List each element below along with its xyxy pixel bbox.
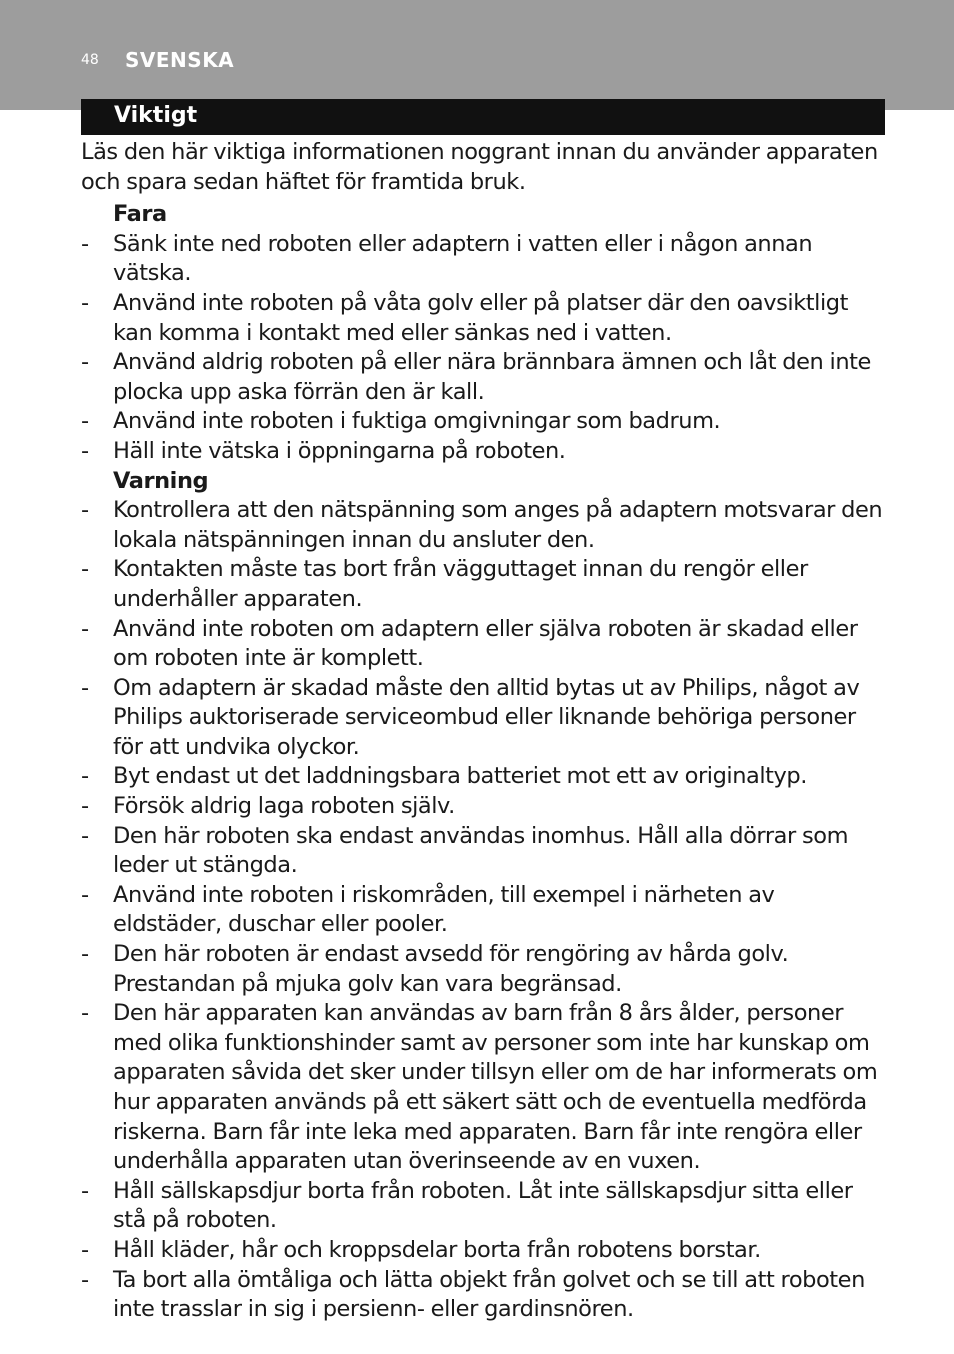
list-item-text: Sänk inte ned roboten eller adaptern i vatten eller i någon annan vätska. <box>113 230 813 287</box>
varning-heading: Varning <box>113 467 209 494</box>
list-item-text: Om adaptern är skadad måste den alltid bytas ut av Philips, något av Philips auktoriserade serviceombud eller liknande behöriga personer för att undvika olyckor. <box>113 674 860 760</box>
list-item <box>81 496 889 555</box>
list-item-text: Håll kläder, hår och kroppsdelar borta från robotens borstar. <box>113 1236 761 1263</box>
bullet-dash: - <box>81 1266 89 1293</box>
list-item <box>81 437 889 467</box>
list-item-text: Häll inte vätska i öppningarna på roboten. <box>113 437 566 464</box>
list-item <box>81 230 889 289</box>
list-item <box>81 1177 889 1236</box>
bullet-dash: - <box>81 230 89 257</box>
intro-paragraph: Läs den här viktiga informationen noggrant innan du använder apparaten och spara sedan häftet för framtida bruk. <box>81 139 878 195</box>
list-item <box>81 762 889 792</box>
list-item-text: Ta bort alla ömtåliga och lätta objekt från golvet och se till att roboten inte trasslar in sig i persienn- eller gardinsnören. <box>113 1266 865 1323</box>
list-item <box>81 1236 889 1266</box>
list-item <box>81 1266 889 1325</box>
bullet-dash: - <box>81 349 89 376</box>
list-item <box>81 999 889 1177</box>
list-item-text: Använd aldrig roboten på eller nära brännbara ämnen och låt den inte plocka upp aska förrän den är kall. <box>113 349 871 405</box>
list-item <box>81 792 889 822</box>
bullet-dash: - <box>81 674 89 701</box>
bullet-dash: - <box>81 1177 89 1204</box>
list-item-text: Använd inte roboten om adaptern eller själva roboten är skadad eller om roboten inte är komplett. <box>113 615 858 672</box>
section-title: Viktigt <box>114 103 198 128</box>
list-item <box>81 822 889 881</box>
bullet-dash: - <box>81 941 89 968</box>
bullet-dash: - <box>81 437 89 464</box>
fara-heading: Fara <box>113 201 167 228</box>
bullet-dash: - <box>81 289 89 316</box>
bullet-dash: - <box>81 556 89 583</box>
list-item-text: Den här roboten är endast avsedd för rengöring av hårda golv. Prestandan på mjuka golv kan vara begränsad. <box>113 941 789 997</box>
page-header-band <box>0 0 954 110</box>
list-item-text: Använd inte roboten i riskområden, till exempel i närheten av eldstäder, duschar eller pooler. <box>113 881 775 938</box>
bullet-dash: - <box>81 881 89 908</box>
list-item <box>81 615 889 674</box>
list-item <box>81 555 889 614</box>
section-title-bar <box>81 99 885 135</box>
language-label: SVENSKA <box>125 48 235 72</box>
list-item-text: Kontakten måste tas bort från vägguttaget innan du rengör eller underhåller apparaten. <box>113 556 808 612</box>
list-item <box>81 674 889 763</box>
list-item-text: Försök aldrig laga roboten själv. <box>113 793 455 820</box>
bullet-dash: - <box>81 1236 89 1263</box>
bullet-dash: - <box>81 497 89 524</box>
list-item-text: Byt endast ut det laddningsbara batteriet mot ett av originaltyp. <box>113 763 807 790</box>
list-item <box>81 881 889 940</box>
list-item-text: Håll sällskapsdjur borta från roboten. Låt inte sällskapsdjur sitta eller stå på roboten. <box>113 1177 853 1234</box>
list-item-text: Använd inte roboten på våta golv eller på platser där den oavsiktligt kan komma i kontakt med eller sänkas ned i vatten. <box>113 289 848 346</box>
document-body <box>81 138 889 1325</box>
bullet-dash: - <box>81 822 89 849</box>
varning-list <box>81 496 889 1325</box>
bullet-dash: - <box>81 793 89 820</box>
bullet-dash: - <box>81 763 89 790</box>
list-item <box>81 407 889 437</box>
bullet-dash: - <box>81 1000 89 1027</box>
bullet-dash: - <box>81 615 89 642</box>
list-item-text: Kontrollera att den nätspänning som anges på adaptern motsvarar den lokala nätspänningen innan du ansluter den. <box>113 497 883 553</box>
list-item <box>81 348 889 407</box>
bullet-dash: - <box>81 408 89 435</box>
list-item <box>81 289 889 348</box>
list-item <box>81 940 889 999</box>
page-number: 48 <box>81 52 99 68</box>
list-item-text: Den här apparaten kan användas av barn från 8 års ålder, personer med olika funktionshinder samt av personer som inte har kunskap om apparaten såvida det sker under tillsyn eller om de har informerats om hur apparaten används på ett säkert sätt och de eventuella medförda riskerna. Barn får inte leka med apparaten. Barn får inte rengöra eller underhålla apparaten utan överinseende av en vuxen. <box>113 1000 878 1175</box>
fara-list <box>81 230 889 467</box>
list-item-text: Använd inte roboten i fuktiga omgivningar som badrum. <box>113 408 721 435</box>
list-item-text: Den här roboten ska endast användas inomhus. Håll alla dörrar som leder ut stängda. <box>113 822 849 879</box>
